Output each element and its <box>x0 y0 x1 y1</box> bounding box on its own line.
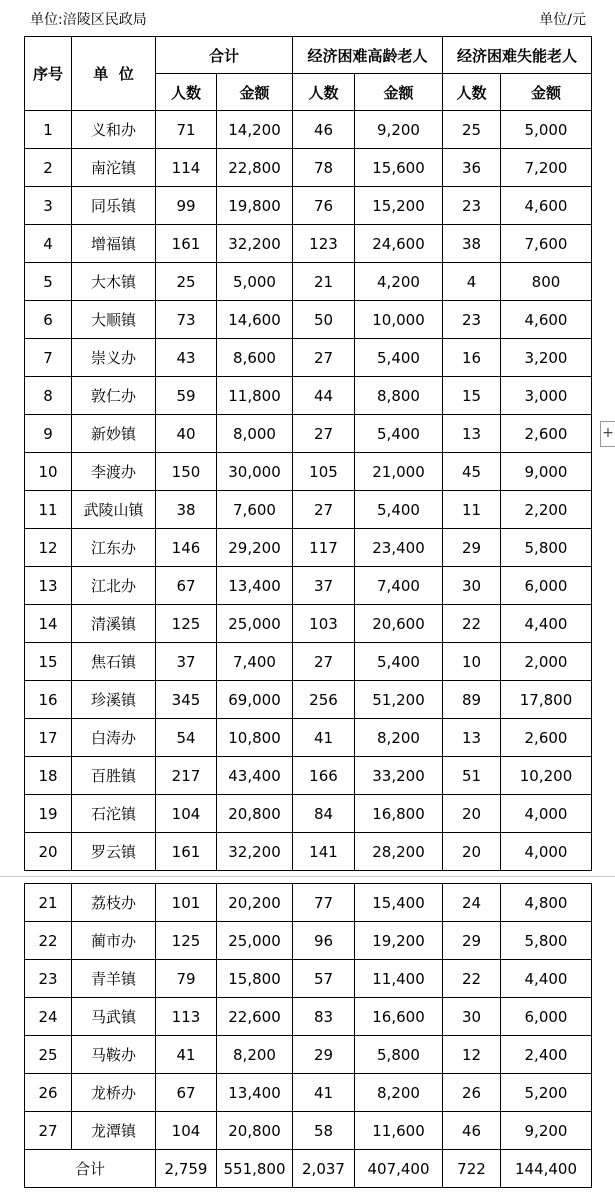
table-cell: 2 <box>25 149 72 187</box>
table-row <box>25 111 592 149</box>
table-cell: 46 <box>293 111 355 149</box>
table-cell: 26 <box>25 1074 72 1112</box>
table-cell: 9 <box>25 415 72 453</box>
table-cell: 25 <box>25 1036 72 1074</box>
table-row <box>25 1112 592 1150</box>
table-cell: 17 <box>25 719 72 757</box>
table-cell: 12 <box>25 529 72 567</box>
table-cell: 19,800 <box>217 187 293 225</box>
table-cell: 9,000 <box>501 453 592 491</box>
table-cell: 217 <box>156 757 217 795</box>
table-cell: 27 <box>25 1112 72 1150</box>
table-row <box>25 453 592 491</box>
table-cell: 78 <box>293 149 355 187</box>
table-cell: 5,800 <box>355 1036 443 1074</box>
table-cell: 69,000 <box>217 681 293 719</box>
table-cell: 51 <box>443 757 501 795</box>
table-cell: 24,600 <box>355 225 443 263</box>
table-row <box>25 833 592 871</box>
table-cell: 15,800 <box>217 960 293 998</box>
table-cell: 20,800 <box>217 1112 293 1150</box>
table-cell: 11 <box>443 491 501 529</box>
table-cell: 13,400 <box>217 567 293 605</box>
table-cell: 4 <box>443 263 501 301</box>
table-cell: 26 <box>443 1074 501 1112</box>
table-cell: 3 <box>25 187 72 225</box>
table-cell: 4,400 <box>501 960 592 998</box>
table-cell: 27 <box>293 415 355 453</box>
table-cell: 16,800 <box>355 795 443 833</box>
table-cell: 23 <box>443 301 501 339</box>
table-cell: 新妙镇 <box>72 415 156 453</box>
table-cell: 10,000 <box>355 301 443 339</box>
header-high-age-amount: 金额 <box>355 74 443 111</box>
table-row <box>25 884 592 922</box>
table-cell: 龙桥办 <box>72 1074 156 1112</box>
table-cell: 16,600 <box>355 998 443 1036</box>
table-row <box>25 922 592 960</box>
table-cell: 8,600 <box>217 339 293 377</box>
table-cell: 4,800 <box>501 884 592 922</box>
table-cell: 4,600 <box>501 187 592 225</box>
table-cell: 6,000 <box>501 998 592 1036</box>
table-cell: 2,600 <box>501 719 592 757</box>
table-row <box>25 263 592 301</box>
table-cell: 24 <box>443 884 501 922</box>
table-cell: 114 <box>156 149 217 187</box>
table-cell: 32,200 <box>217 225 293 263</box>
table-cell: 崇义办 <box>72 339 156 377</box>
total-cell: 407,400 <box>355 1150 443 1188</box>
table-cell: 71 <box>156 111 217 149</box>
table-cell: 2,000 <box>501 643 592 681</box>
table-cell: 67 <box>156 1074 217 1112</box>
table-cell: 16 <box>25 681 72 719</box>
table-cell: 9,200 <box>501 1112 592 1150</box>
table-cell: 16 <box>443 339 501 377</box>
table-row <box>25 339 592 377</box>
table-cell: 5,400 <box>355 339 443 377</box>
table-cell: 150 <box>156 453 217 491</box>
table-cell: 14,600 <box>217 301 293 339</box>
table-cell: 54 <box>156 719 217 757</box>
table-row <box>25 605 592 643</box>
table-cell: 105 <box>293 453 355 491</box>
table-cell: 石沱镇 <box>72 795 156 833</box>
table-cell: 8,200 <box>217 1036 293 1074</box>
table-cell: 20 <box>443 833 501 871</box>
table-cell: 21,000 <box>355 453 443 491</box>
table-cell: 马鞍办 <box>72 1036 156 1074</box>
table-cell: 4 <box>25 225 72 263</box>
table-cell: 51,200 <box>355 681 443 719</box>
table-row <box>25 681 592 719</box>
table-cell: 7,200 <box>501 149 592 187</box>
total-cell: 2,759 <box>156 1150 217 1188</box>
table-cell: 13,400 <box>217 1074 293 1112</box>
statistics-table-page1 <box>24 36 592 871</box>
table-cell: 敦仁办 <box>72 377 156 415</box>
table-cell: 22,600 <box>217 998 293 1036</box>
table-cell: 百胜镇 <box>72 757 156 795</box>
table-row <box>25 643 592 681</box>
table-cell: 46 <box>443 1112 501 1150</box>
table-row <box>25 719 592 757</box>
table-cell: 2,200 <box>501 491 592 529</box>
table-cell: 10 <box>25 453 72 491</box>
table-cell: 27 <box>293 339 355 377</box>
table-cell: 30 <box>443 567 501 605</box>
table-cell: 5,400 <box>355 643 443 681</box>
table-cell: 79 <box>156 960 217 998</box>
table-cell: 20 <box>25 833 72 871</box>
table-cell: 166 <box>293 757 355 795</box>
table-cell: 73 <box>156 301 217 339</box>
table-cell: 256 <box>293 681 355 719</box>
table-cell: 4,000 <box>501 833 592 871</box>
table-cell: 10 <box>443 643 501 681</box>
table-cell: 22 <box>443 960 501 998</box>
table-cell: 141 <box>293 833 355 871</box>
table-row <box>25 567 592 605</box>
table-cell: 同乐镇 <box>72 187 156 225</box>
table-cell: 19 <box>25 795 72 833</box>
total-cell: 722 <box>443 1150 501 1188</box>
table-cell: 30 <box>443 998 501 1036</box>
table-row <box>25 187 592 225</box>
table-cell: 14,200 <box>217 111 293 149</box>
table-cell: 41 <box>156 1036 217 1074</box>
table-cell: 蔺市办 <box>72 922 156 960</box>
table-row <box>25 998 592 1036</box>
statistics-table-page2 <box>24 883 592 1188</box>
table-cell: 103 <box>293 605 355 643</box>
table-cell: 29 <box>443 922 501 960</box>
table-cell: 大木镇 <box>72 263 156 301</box>
table-cell: 10,200 <box>501 757 592 795</box>
table-cell: 19,200 <box>355 922 443 960</box>
table-cell: 89 <box>443 681 501 719</box>
table-body-page2 <box>25 884 592 1150</box>
table-cell: 7,600 <box>217 491 293 529</box>
table-cell: 17,800 <box>501 681 592 719</box>
table-cell: 罗云镇 <box>72 833 156 871</box>
table-cell: 104 <box>156 1112 217 1150</box>
table-cell: 5,400 <box>355 491 443 529</box>
table-cell: 45 <box>443 453 501 491</box>
unit-label-left: 单位:涪陵区民政局 <box>30 12 147 28</box>
table-cell: 11,800 <box>217 377 293 415</box>
table-cell: 增福镇 <box>72 225 156 263</box>
table-cell: 11,600 <box>355 1112 443 1150</box>
table-cell: 104 <box>156 795 217 833</box>
table-cell: 8,000 <box>217 415 293 453</box>
table-cell: 161 <box>156 225 217 263</box>
table-cell: 59 <box>156 377 217 415</box>
table-cell: 25 <box>443 111 501 149</box>
table-cell: 李渡办 <box>72 453 156 491</box>
total-row <box>25 1150 592 1188</box>
table-cell: 15,200 <box>355 187 443 225</box>
table-cell: 24 <box>25 998 72 1036</box>
total-cell: 551,800 <box>217 1150 293 1188</box>
table-cell: 焦石镇 <box>72 643 156 681</box>
table-cell: 25,000 <box>217 922 293 960</box>
table-cell: 123 <box>293 225 355 263</box>
table-cell: 40 <box>156 415 217 453</box>
header-group-high-age: 经济困难高龄老人 <box>293 37 443 74</box>
table-cell: 6 <box>25 301 72 339</box>
table-cell: 5 <box>25 263 72 301</box>
table-cell: 50 <box>293 301 355 339</box>
table-cell: 4,000 <box>501 795 592 833</box>
table-row <box>25 1036 592 1074</box>
table-cell: 11,400 <box>355 960 443 998</box>
table-cell: 345 <box>156 681 217 719</box>
table-cell: 32,200 <box>217 833 293 871</box>
table-cell: 5,800 <box>501 529 592 567</box>
table-cell: 29 <box>443 529 501 567</box>
table-cell: 23 <box>443 187 501 225</box>
table-cell: 江北办 <box>72 567 156 605</box>
table-body-page1 <box>25 111 592 871</box>
table-cell: 8,800 <box>355 377 443 415</box>
table-cell: 龙潭镇 <box>72 1112 156 1150</box>
table-cell: 7 <box>25 339 72 377</box>
table-cell: 36 <box>443 149 501 187</box>
table-cell: 5,000 <box>217 263 293 301</box>
header-group-disabled: 经济困难失能老人 <box>443 37 592 74</box>
table-row <box>25 491 592 529</box>
table-cell: 96 <box>293 922 355 960</box>
table-cell: 14 <box>25 605 72 643</box>
table-cell: 21 <box>25 884 72 922</box>
table-cell: 荔枝办 <box>72 884 156 922</box>
table-cell: 10,800 <box>217 719 293 757</box>
table-cell: 大顺镇 <box>72 301 156 339</box>
table-cell: 1 <box>25 111 72 149</box>
table-cell: 125 <box>156 605 217 643</box>
header-disabled-amount: 金额 <box>501 74 592 111</box>
table-cell: 7,600 <box>501 225 592 263</box>
table-cell: 27 <box>293 643 355 681</box>
table-row <box>25 960 592 998</box>
table-cell: 146 <box>156 529 217 567</box>
total-label: 合计 <box>25 1150 156 1188</box>
table-cell: 83 <box>293 998 355 1036</box>
table-cell: 3,000 <box>501 377 592 415</box>
table-cell: 4,600 <box>501 301 592 339</box>
header-unit: 单 位 <box>72 37 156 111</box>
table-cell: 30,000 <box>217 453 293 491</box>
table-cell: 9,200 <box>355 111 443 149</box>
table-cell: 白涛办 <box>72 719 156 757</box>
table-cell: 22 <box>25 922 72 960</box>
table-cell: 8 <box>25 377 72 415</box>
table-cell: 15 <box>25 643 72 681</box>
table-cell: 27 <box>293 491 355 529</box>
table-cell: 25,000 <box>217 605 293 643</box>
table-cell: 33,200 <box>355 757 443 795</box>
header-high-age-people: 人数 <box>293 74 355 111</box>
table-row <box>25 301 592 339</box>
table-cell: 38 <box>156 491 217 529</box>
header-total-people: 人数 <box>156 74 217 111</box>
total-cell: 144,400 <box>501 1150 592 1188</box>
table-cell: 7,400 <box>355 567 443 605</box>
table-cell: 22,800 <box>217 149 293 187</box>
table-cell: 12 <box>443 1036 501 1074</box>
table-cell: 99 <box>156 187 217 225</box>
table-cell: 125 <box>156 922 217 960</box>
table-cell: 20 <box>443 795 501 833</box>
expand-table-button[interactable]: + <box>600 421 615 447</box>
table-cell: 南沱镇 <box>72 149 156 187</box>
table-row <box>25 529 592 567</box>
table-cell: 38 <box>443 225 501 263</box>
header-seq: 序号 <box>25 37 72 111</box>
table-cell: 23,400 <box>355 529 443 567</box>
table-row <box>25 377 592 415</box>
table-cell: 珍溪镇 <box>72 681 156 719</box>
table-row <box>25 415 592 453</box>
table-cell: 清溪镇 <box>72 605 156 643</box>
header-disabled-people: 人数 <box>443 74 501 111</box>
table-cell: 101 <box>156 884 217 922</box>
table-cell: 44 <box>293 377 355 415</box>
table-cell: 2,400 <box>501 1036 592 1074</box>
table-cell: 8,200 <box>355 1074 443 1112</box>
table-cell: 76 <box>293 187 355 225</box>
table-cell: 25 <box>156 263 217 301</box>
table-cell: 84 <box>293 795 355 833</box>
table-cell: 义和办 <box>72 111 156 149</box>
table-cell: 113 <box>156 998 217 1036</box>
header-group-total: 合计 <box>156 37 293 74</box>
table-cell: 22 <box>443 605 501 643</box>
table-cell: 7,400 <box>217 643 293 681</box>
table-cell: 15,400 <box>355 884 443 922</box>
table-cell: 5,800 <box>501 922 592 960</box>
table-cell: 21 <box>293 263 355 301</box>
table-cell: 37 <box>293 567 355 605</box>
table-cell: 青羊镇 <box>72 960 156 998</box>
table-cell: 57 <box>293 960 355 998</box>
table-cell: 11 <box>25 491 72 529</box>
table-cell: 15,600 <box>355 149 443 187</box>
table-cell: 4,400 <box>501 605 592 643</box>
table-cell: 20,200 <box>217 884 293 922</box>
table-cell: 13 <box>443 719 501 757</box>
table-row <box>25 757 592 795</box>
table-cell: 800 <box>501 263 592 301</box>
table-cell: 8,200 <box>355 719 443 757</box>
table-cell: 29 <box>293 1036 355 1074</box>
table-cell: 马武镇 <box>72 998 156 1036</box>
table-cell: 41 <box>293 719 355 757</box>
table-cell: 13 <box>25 567 72 605</box>
table-cell: 5,200 <box>501 1074 592 1112</box>
unit-label-right: 单位/元 <box>539 12 586 28</box>
table-cell: 117 <box>293 529 355 567</box>
table-cell: 37 <box>156 643 217 681</box>
table-cell: 15 <box>443 377 501 415</box>
table-cell: 29,200 <box>217 529 293 567</box>
table-cell: 2,600 <box>501 415 592 453</box>
table-cell: 江东办 <box>72 529 156 567</box>
table-row <box>25 149 592 187</box>
table-cell: 武陵山镇 <box>72 491 156 529</box>
table-cell: 20,600 <box>355 605 443 643</box>
table-cell: 77 <box>293 884 355 922</box>
table-cell: 67 <box>156 567 217 605</box>
table-cell: 43,400 <box>217 757 293 795</box>
table-row <box>25 225 592 263</box>
table-cell: 58 <box>293 1112 355 1150</box>
table-cell: 13 <box>443 415 501 453</box>
header-total-amount: 金额 <box>217 74 293 111</box>
table-cell: 23 <box>25 960 72 998</box>
table-cell: 4,200 <box>355 263 443 301</box>
table-cell: 43 <box>156 339 217 377</box>
table-cell: 6,000 <box>501 567 592 605</box>
table-cell: 20,800 <box>217 795 293 833</box>
table-cell: 5,000 <box>501 111 592 149</box>
table-cell: 41 <box>293 1074 355 1112</box>
table-row <box>25 1074 592 1112</box>
table-cell: 18 <box>25 757 72 795</box>
table-cell: 161 <box>156 833 217 871</box>
table-cell: 5,400 <box>355 415 443 453</box>
table-cell: 3,200 <box>501 339 592 377</box>
page-break <box>0 870 615 882</box>
table-row <box>25 795 592 833</box>
table-cell: 28,200 <box>355 833 443 871</box>
total-cell: 2,037 <box>293 1150 355 1188</box>
